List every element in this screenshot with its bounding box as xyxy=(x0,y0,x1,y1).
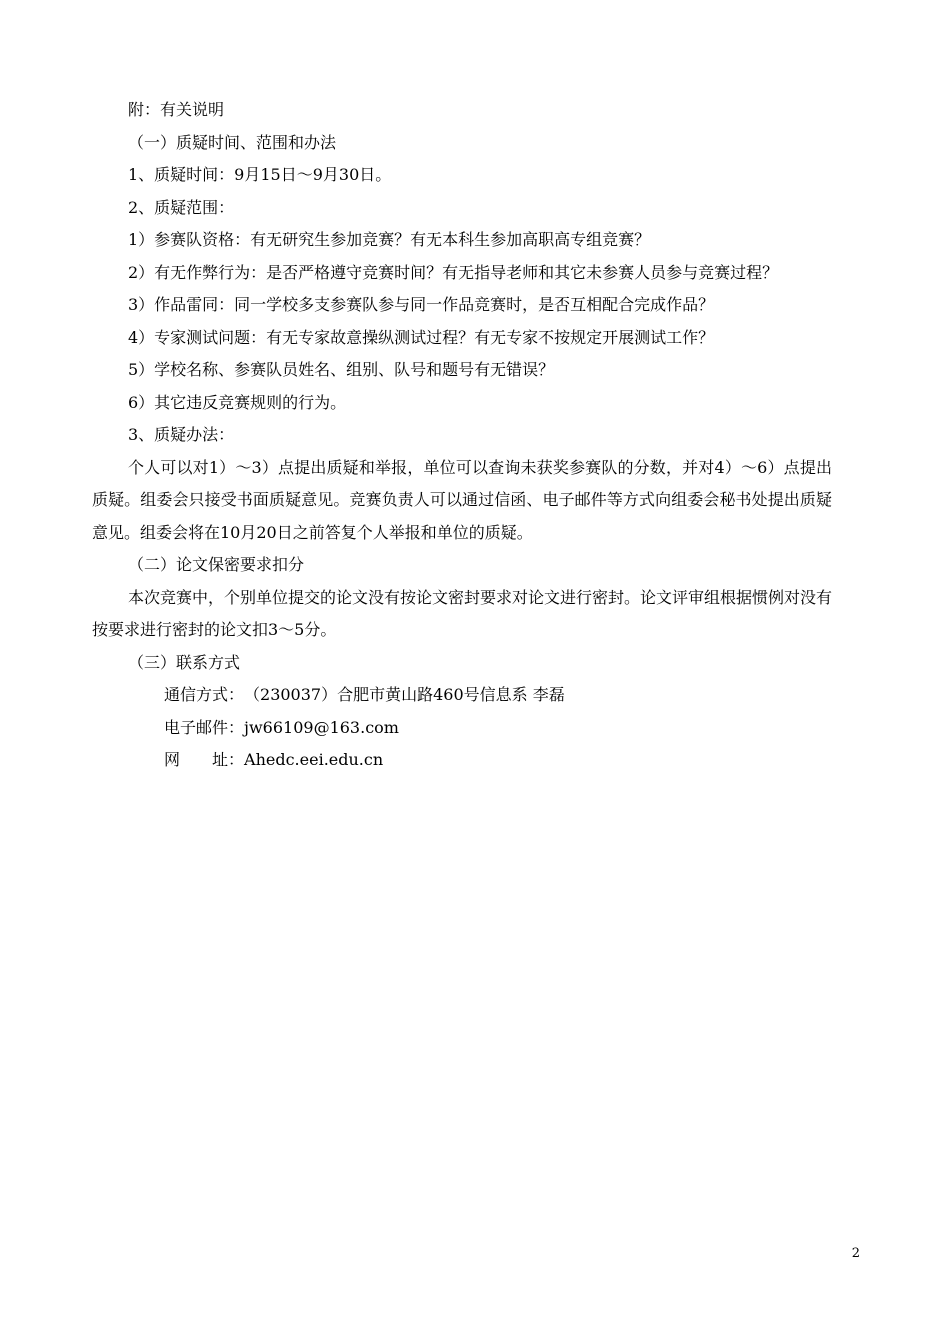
scope-item-5: 5）学校名称、参赛队员姓名、组别、队号和题号有无错误？ xyxy=(128,360,555,379)
contact-email-row xyxy=(92,712,832,745)
document-body xyxy=(92,94,832,777)
contact-web-label: 网 址： xyxy=(164,750,245,769)
scope-item-6: 6）其它违反竞赛规则的行为。 xyxy=(128,392,347,412)
paper-confidentiality-text: 本次竞赛中，个别单位提交的论文没有按论文密封要求对论文进行密封。论文评审组根据惯例对没有按要求进行密封的论文扣3～5分。 xyxy=(92,587,833,639)
section-1-title: （一）质疑时间、范围和办法 xyxy=(128,132,337,152)
section-2-title: （二）论文保密要求扣分 xyxy=(128,555,305,574)
challenge-scope-title: 2、质疑范围： xyxy=(128,197,235,217)
contact-mail-label: 通信方式： xyxy=(164,685,245,704)
challenge-method-text: 个人可以对1）～3）点提出质疑和举报，单位可以查询未获奖参赛队的分数，并对4）～6）点提出质疑。组委会只接受书面质疑意见。竞赛负责人可以通过信函、电子邮件等方式向组委会秘书处提出质疑意见。组委会将在10月20日之前答复个人举报和单位的质疑。 xyxy=(92,457,832,542)
contact-email-value: jw66109@163.com xyxy=(244,717,399,737)
page-number: 2 xyxy=(851,1246,860,1261)
scope-item-2: 2）有无作弊行为：是否严格遵守竞赛时间？有无指导老师和其它未参赛人员参与竞赛过程？ xyxy=(128,262,779,282)
scope-item-4: 4）专家测试问题：有无专家故意操纵测试过程？有无专家不按规定开展测试工作？ xyxy=(128,327,715,347)
contact-mail-value: （230037）合肥市黄山路460号信息系 李磊 xyxy=(244,685,565,704)
contact-email-label: 电子邮件： xyxy=(164,717,245,737)
contact-mail-row xyxy=(92,679,832,712)
scope-item-3: 3）作品雷同：同一学校多支参赛队参与同一作品竞赛时，是否互相配合完成作品？ xyxy=(128,295,715,314)
challenge-method-title: 3、质疑办法： xyxy=(128,425,235,444)
challenge-time: 1、质疑时间：9月15日～9月30日。 xyxy=(128,165,392,184)
contact-web-value: Ahedc.eei.edu.cn xyxy=(244,750,384,769)
contact-web-row xyxy=(92,744,832,777)
scope-item-1: 1）参赛队资格：有无研究生参加竞赛？有无本科生参加高职高专组竞赛？ xyxy=(128,230,651,249)
attachment-heading: 附：有关说明 xyxy=(128,100,225,119)
section-3-title: （三）联系方式 xyxy=(128,652,241,672)
